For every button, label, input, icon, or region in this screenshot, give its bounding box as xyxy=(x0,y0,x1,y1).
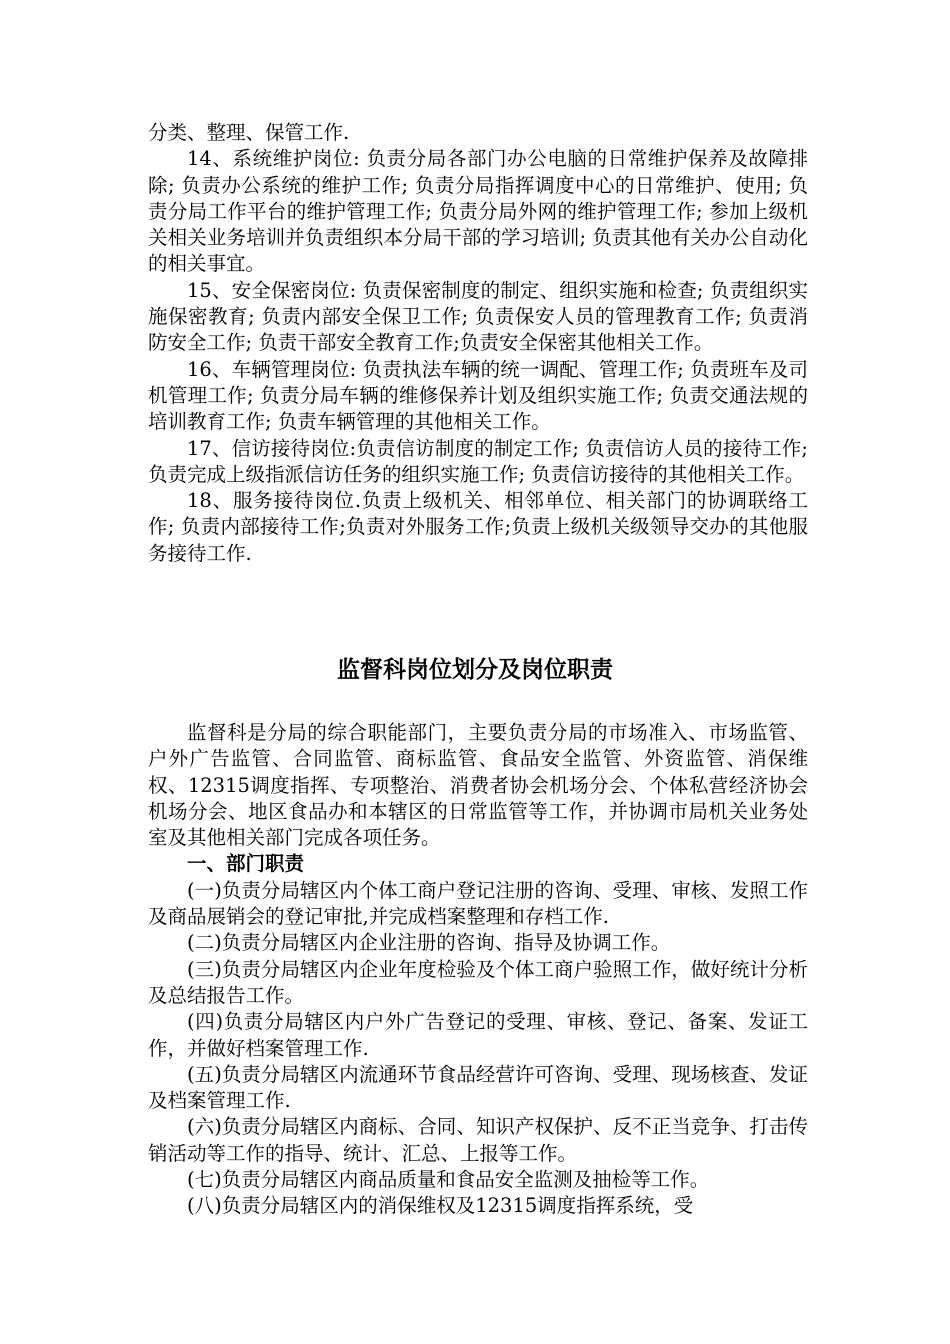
intro-paragraph: 监督科是分局的综合职能部门，主要负责分局的市场准入、市场监管、户外广告监管、合同监管、商标监管、食品安全监管、外资监管、消保维权、12315调度指挥、专项整治、消费者协会机场分会、个体私营经济协会机场分会、地区食品办和本辖区的日常监管等工作，并协调市局机关业务处室及其他相关部门完成各项任务。 xyxy=(148,721,808,850)
paragraph-14: 14、系统维护岗位: 负责分局各部门办公电脑的日常维护保养及故障排除; 负责办公系统的维护工作; 负责分局指挥调度中心的日常维护、使用; 负责分局工作平台的维护管理工作; 负责分局外网的维护管理工作; 参加上级机关相关业务培训并负责组织本分局干部的学习培训; 负责其他有关办公自动化的相关事宜。 xyxy=(148,147,808,276)
paragraph-15: 15、安全保密岗位: 负责保密制度的制定、组织实施和检查; 负责组织实施保密教育; 负责内部安全保卫工作; 负责保安人员的管理教育工作; 负责消防安全工作; 负责干部安全教育工作;负责安全保密其他相关工作。 xyxy=(148,278,808,355)
duty-item: (五)负责分局辖区内流通环节食品经营许可咨询、受理、现场核查、发证及档案管理工作. xyxy=(148,1062,808,1113)
department-duties-heading: 一、部门职责 xyxy=(187,852,305,876)
top-section xyxy=(148,120,808,567)
paragraph-16: 16、车辆管理岗位: 负责执法车辆的统一调配、管理工作; 负责班车及司机管理工作; 负责分局车辆的维修保养计划及组织实施工作; 负责交通法规的培训教育工作; 负责车辆管理的其他相关工作。 xyxy=(148,357,808,434)
paragraph-18: 18、服务接待岗位.负责上级机关、相邻单位、相关部门的协调联络工作; 负责内部接待工作;负责对外服务工作;负责上级机关级领导交办的其他服务接待工作. xyxy=(148,489,808,565)
duty-item: (一)负责分局辖区内个体工商户登记注册的咨询、受理、审核、发照工作及商品展销会的登记审批,并完成档案整理和存档工作. xyxy=(148,878,808,929)
bottom-section xyxy=(148,720,808,1220)
section-title: 监督科岗位划分及岗位职责 xyxy=(337,656,613,683)
duty-item: (三)负责分局辖区内企业年度检验及个体工商户验照工作，做好统计分析及总结报告工作。 xyxy=(148,957,808,1007)
duty-item: (四)负责分局辖区内户外广告登记的受理、审核、登记、备案、发证工作，并做好档案管理工作. xyxy=(148,1010,808,1060)
paragraph-17: 17、信访接待岗位:负责信访制度的制定工作; 负责信访人员的接待工作; 负责完成上级指派信访任务的组织实施工作; 负责信访接待的其他相关工作。 xyxy=(148,436,808,486)
duty-item: (二)负责分局辖区内企业注册的咨询、指导及协调工作。 xyxy=(187,931,671,955)
duty-item: (六)负责分局辖区内商标、合同、知识产权保护、反不正当竞争、打击传销活动等工作的指导、统计、汇总、上报等工作。 xyxy=(148,1115,808,1165)
paragraph-continuation: 分类、整理、保管工作. xyxy=(148,121,350,144)
duty-item: (七)负责分局辖区内商品质量和食品安全监测及抽检等工作。 xyxy=(187,1168,710,1192)
duty-item: (八)负责分局辖区内的消保维权及12315调度指挥系统，受 xyxy=(187,1194,694,1218)
